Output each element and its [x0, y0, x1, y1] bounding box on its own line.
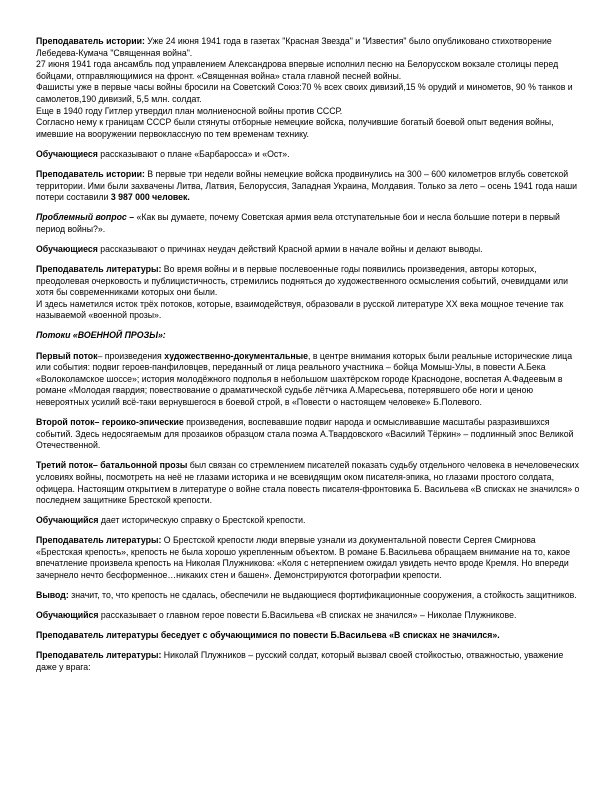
paragraph-text: Во время войны и в первые послевоенные годы появились произведения, авторы которых, преодолевая очерковость и публицистичность, стремились подняться до художественного осмысления событий, очевидцами или хотя бы современниками которых они были. [36, 264, 568, 298]
paragraph-text: Уже 24 июня 1941 года в газетах "Красная Звезда" и "Известия" было опубликовано стихотворение Лебедева-Кумача "Священная война". [36, 36, 552, 58]
speaker-label: Обучающиеся [36, 148, 98, 159]
paragraph-text: Николай Плужников – русский солдат, который вызвал своей стойкостью, отважностью, уважение даже у врага: [36, 650, 564, 673]
stream-label: Второй поток [36, 417, 95, 428]
paragraph-text: «Как вы думаете, почему Советская армия вела отступательные бои и несла большие потери в первый период войны?». [36, 212, 560, 234]
conclusion-label: Вывод: [36, 590, 69, 601]
paragraph-text: дает историческую справку о Брестской крепости. [98, 515, 306, 526]
paragraph-line: 27 июня 1941 года ансамбль под управлением Александрова впервые исполнил песню на Белорусском вокзале столицы перед бойцами, отправляющимися на фронт. «Священная война» стала главной песней войны. [36, 59, 559, 81]
speaker-label: Обучающийся [36, 515, 99, 526]
problem-question-label: Проблемный вопрос – [36, 212, 135, 223]
paragraph-text: В первые три недели войны немецкие войска продвинулись на 300 – 600 километров вглубь советской территории. Ими были захвачены Литва, Латвия, Белоруссия, Западная Украина, Молдавия. Только за лето – осень 1941 года наши потери составили [36, 168, 578, 203]
section-heading-war-prose [36, 330, 584, 342]
paragraph-literature-teacher-intro [36, 264, 584, 299]
paragraph-problem-question [36, 212, 584, 235]
paragraph-text: рассказывает о главном герое повести Б.Васильева «В списках не значился» – Николае Плужникове. [98, 610, 517, 621]
paragraph-text: – произведения [97, 350, 165, 361]
speaker-label: Преподаватель литературы: [36, 264, 162, 274]
paragraph-text: значит, то, что крепость не сдалась, обеспечили не выдающиеся фортификационные сооружения, а стойкость защитников. [68, 590, 577, 601]
section-heading: Потоки «ВОЕННОЙ ПРОЗЫ»: [36, 330, 166, 341]
paragraph-conclusion [36, 590, 584, 602]
discussion-statement: Преподаватель литературы беседует с обучающимися по повести Б.Васильева «В списках не значился». [36, 630, 500, 641]
losses-figure: 3 987 000 человек. [110, 192, 190, 203]
speaker-label: Преподаватель литературы: [36, 650, 162, 661]
paragraph-text: О Брестской крепости люди впервые узнали из документальной повести Сергея Смирнова «Брестская крепость», крепость не была хорошо укрепленным объектом. В романе Б.Васильева обращаем внимание на то, какое впечатление произвела крепость на Николая Плужникова: «Коля с нетерпением ожидал увидеть нечто вроде Кремля. Но впереди зачернело нечто бесформенное…никаких стен и башен». Демонстрируются фотографии крепости. [36, 535, 571, 581]
paragraph-literature-teacher-brest [36, 535, 584, 581]
speaker-label: Преподаватель литературы: [36, 535, 162, 546]
paragraph-text: – [94, 417, 102, 428]
paragraph-second-stream [36, 417, 584, 452]
paragraph-history-teacher-intro [36, 36, 584, 59]
stream-genre: батальонной прозы [100, 460, 188, 471]
paragraph-text: был связан со стремлением писателей показать судьбу отдельного человека в нечеловеческих условиях войны, посмотреть на неё не глазами историка и не всевидящим оком писателя-эпика, но глазами простого солдата, офицера. Настоящим открытием в литературе о войне стала повесть писателя-фронтовика Б. Васильева «В списках не значился» о последнем защитнике Брестской крепости. [36, 460, 580, 506]
speaker-label: Преподаватель истории: [36, 36, 145, 46]
paragraph-text: – [92, 460, 101, 471]
paragraph-literature-teacher-pluzhnikov [36, 650, 584, 673]
paragraph-text: произведения, воспевавшие подвиг народа и осмысливавшие масштабы разразившихся событий. Здесь недосягаемым для прозаиков образцом стала поэма А.Твардовского «Василий Тёркин» – подлинный эпос Великой Отечественной. [36, 417, 574, 451]
stream-genre: героико-эпические [101, 417, 184, 428]
paragraph-text: рассказывают о причинах неудач действий Красной армии в начале войны и делают выводы. [97, 243, 483, 254]
paragraph-text: рассказывают о плане «Барбаросса» и «Ост». [97, 148, 290, 159]
paragraph-history-teacher-losses [36, 169, 584, 204]
paragraph-line: Еще в 1940 году Гитлер утвердил план молниеносной войны против СССР. [36, 105, 343, 116]
paragraph-line: Согласно нему к границам СССР были стянуты отборные немецкие войска, получившие богатый боевой опыт ведения войны, имевшие на вооружении первоклассную по тем временам технику. [36, 117, 554, 139]
paragraph-line: Фашисты уже в первые часы войны бросили на Советский Союз:70 % всех своих дивизий,15 % орудий и минометов, 90 % танков и самолетов,190 дивизий, 5,5 млн. солдат. [36, 82, 573, 104]
paragraph-discussion [36, 630, 584, 642]
document-page [36, 36, 584, 682]
paragraph-students-barbarossa [36, 149, 584, 161]
speaker-label: Обучающийся [36, 610, 99, 621]
paragraph-student-brest-reference [36, 515, 584, 527]
paragraph-first-stream [36, 351, 584, 409]
stream-genre: художественно-документальные [164, 350, 308, 361]
speaker-label: Преподаватель истории: [36, 168, 145, 179]
speaker-label: Обучающиеся [36, 243, 98, 254]
paragraph-students-causes [36, 244, 584, 256]
paragraph-line: И здесь наметился исток трёх потоков, которые, взаимодействуя, образовали в русской литературе XX века мощное течение так называемой «военной прозы». [36, 298, 564, 321]
paragraph-text: , в центре внимания которых были реальные исторические лица или события: подвиг героев-панфиловцев, переданный от лица реального участника – бойца Момыш-Улы, в повести А.Бека «Волоколамское шоссе»; история молодёжного подполья в небольшом шахтёрском городе Краснодоне, воспетая А.Фадеевым в романе «Молодая гвардия; повествование о драматической судьбе лётчика А.Маресьева, потерявшего обе ноги и ценою невероятных усилий всё-таки вернувшегося в боевой строй, в «Повести о настоящем человеке» Б.Полевого. [36, 350, 573, 407]
paragraph-third-stream [36, 460, 584, 506]
paragraph-student-pluzhnikov [36, 610, 584, 622]
stream-label: Третий поток [36, 460, 93, 471]
stream-label: Первый поток [36, 350, 98, 361]
